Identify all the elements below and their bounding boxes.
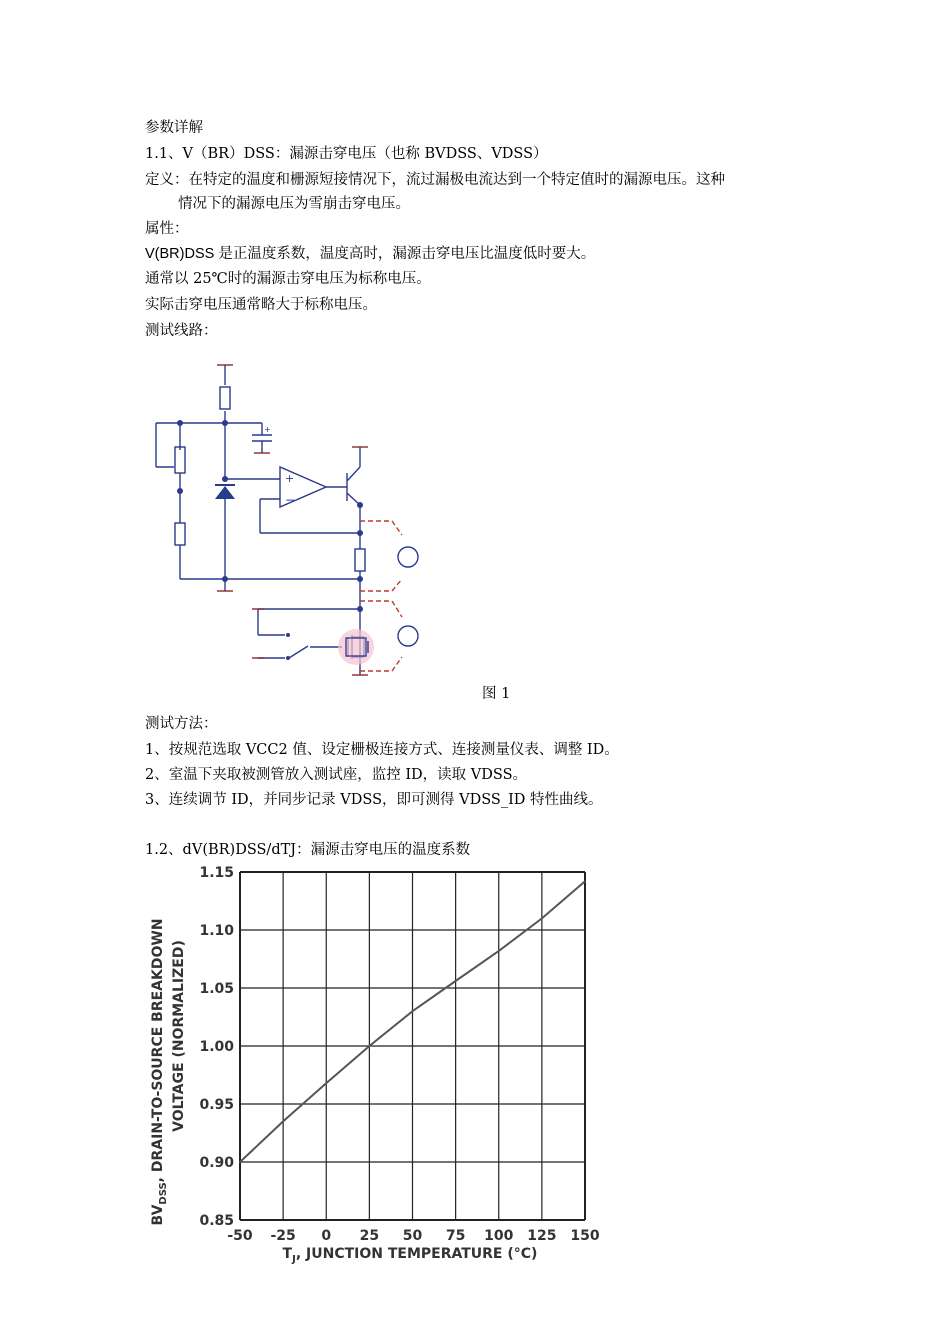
- test-step-2: 2、室温下夹取被测管放入测试座，监控 ID，读取 VDSS。: [145, 767, 528, 783]
- svg-text:+: +: [285, 472, 295, 485]
- data-point: [369, 1045, 371, 1047]
- x-tick-label: 100: [484, 1228, 514, 1244]
- property-2: 通常以 25℃时的漏源击穿电压为标称电压。: [145, 271, 431, 287]
- y-axis-label-line-1: $BV_{DSS}$, DRAIN-TO-SOURCE BREAKDOWN: [150, 918, 169, 1226]
- x-tick-label: 150: [570, 1228, 600, 1244]
- y-tick-label: 0.90: [199, 1155, 234, 1171]
- data-point: [282, 1121, 284, 1123]
- data-point: [541, 918, 543, 920]
- y-axis-label-line-2: VOLTAGE (NORMALIZED): [171, 940, 187, 1132]
- data-point: [412, 1010, 414, 1012]
- svg-text:+: +: [264, 425, 271, 434]
- x-tick-label: 50: [402, 1228, 423, 1244]
- data-point: [325, 1082, 327, 1084]
- y-tick-label: 1.00: [199, 1039, 234, 1055]
- property-1: V(BR)DSS 是正温度系数，温度高时，漏源击穿电压比温度低时要大。: [145, 246, 596, 262]
- data-point: [455, 980, 457, 982]
- x-tick-label: 0: [321, 1228, 332, 1244]
- section-1-heading: 1.1、V（BR）DSS：漏源击穿电压（也称 BVDSS、VDSS）: [145, 146, 548, 162]
- data-point: [239, 1161, 241, 1163]
- properties-label: 属性：: [145, 221, 189, 237]
- y-tick-labels: [199, 865, 234, 1229]
- x-tick-label: 75: [445, 1228, 466, 1244]
- y-tick-label: 1.15: [199, 865, 234, 881]
- x-axis-label: $T_J$, JUNCTION TEMPERATURE (°C): [282, 1246, 538, 1265]
- test-method-label: 测试方法：: [145, 716, 218, 732]
- x-tick-label: -25: [270, 1228, 296, 1244]
- section-title: 参数详解: [145, 120, 203, 136]
- x-tick-label: 25: [359, 1228, 380, 1244]
- y-tick-label: 1.10: [199, 923, 234, 939]
- y-tick-label: 1.05: [199, 981, 234, 997]
- test-circuit-label: 测试线路：: [145, 323, 218, 339]
- property-3: 实际击穿电压通常略大于标称电压。: [145, 297, 377, 313]
- test-step-1: 1、按规范选取 VCC2 值、设定栅极连接方式、连接测量仪表、调整 ID。: [145, 742, 619, 758]
- breakdown-voltage-chart: [140, 860, 610, 1280]
- section-2-heading: 1.2、dV(BR)DSS/dTJ：漏源击穿电压的温度系数: [145, 842, 471, 858]
- x-tick-labels: [227, 1228, 600, 1244]
- svg-text:−: −: [285, 493, 296, 507]
- x-tick-label: -50: [227, 1228, 253, 1244]
- y-tick-label: 0.95: [199, 1097, 234, 1113]
- data-point: [498, 950, 500, 952]
- test-circuit-diagram: [140, 355, 440, 690]
- test-step-3: 3、连续调节 ID，并同步记录 VDSS，即可测得 VDSS_ID 特性曲线。: [145, 792, 603, 808]
- data-point: [584, 880, 586, 882]
- x-tick-label: 125: [527, 1228, 557, 1244]
- figure-caption: 图 1: [482, 686, 511, 702]
- y-tick-label: 0.85: [199, 1213, 234, 1229]
- definition-line-1: 定义：在特定的温度和栅源短接情况下，流过漏极电流达到一个特定值时的漏源电压。这种: [145, 172, 725, 188]
- definition-line-2: 情况下的漏源电压为雪崩击穿电压。: [178, 196, 410, 212]
